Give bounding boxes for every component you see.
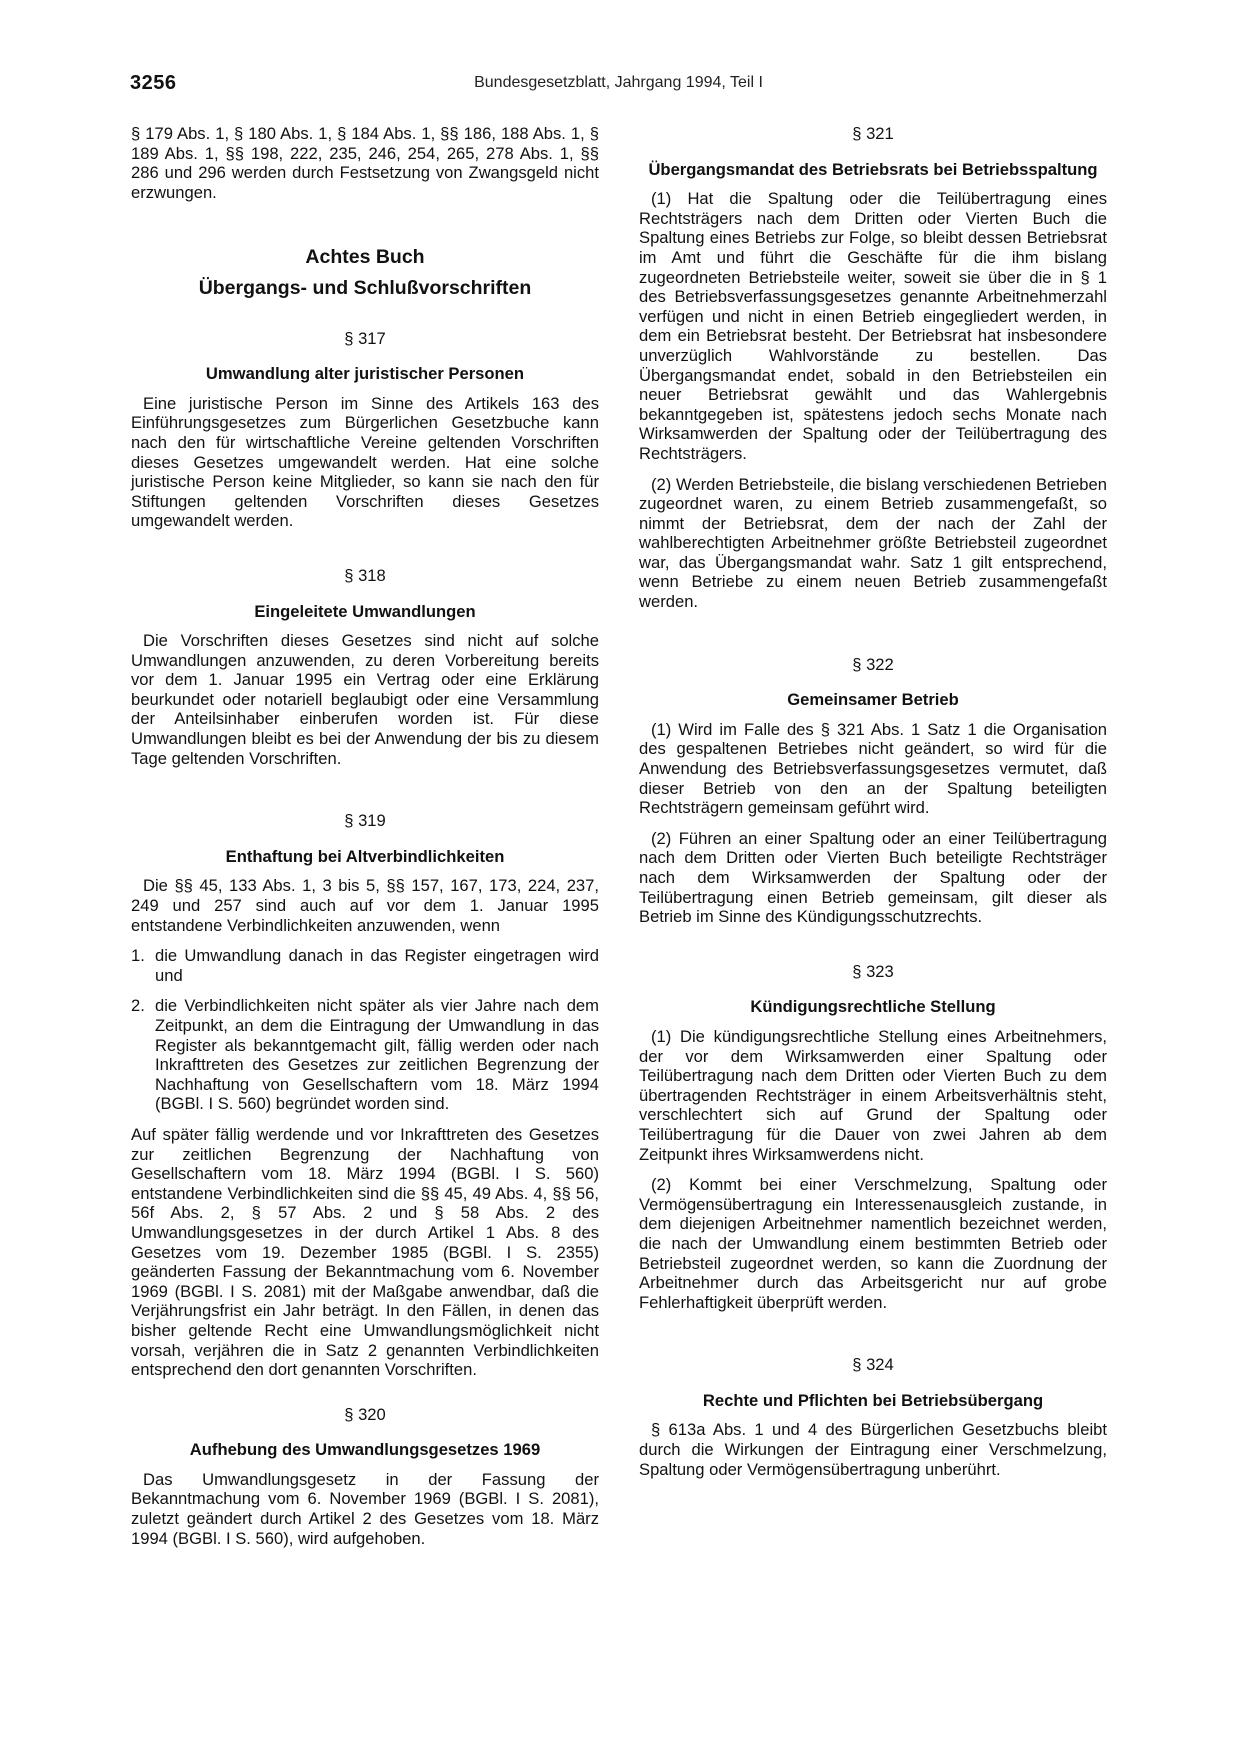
section-318-text: Die Vorschriften dieses Gesetzes sind nicht auf solche Umwandlungen anzuwenden, zu deren Vorbereitung bereits vor dem 1. Januar 1995 ein Vertrag oder eine Erklärung beurkundet oder notariell beglaubigt oder eine Versammlung der Anteilsinhaber einberufen worden ist. Für diese Umwandlungen bleibt es bei der Anwendung der bis zu diesem Tage geltenden Vorschriften. <box>131 631 599 768</box>
section-319-text: Die §§ 45, 133 Abs. 1, 3 bis 5, §§ 157, 167, 173, 224, 237, 249 und 257 sind auch auf vor dem 1. Januar 1995 entstandene Verbindlichkeiten anzuwenden, wenn <box>131 876 599 935</box>
section-320-text: Das Umwandlungsgesetz in der Fassung der Bekanntmachung vom 6. November 1969 (BGBl. I S. 2081), zuletzt geändert durch Artikel 2 des Gesetzes vom 18. März 1994 (BGBl. I S. 560), wird aufgehoben. <box>131 1469 599 1548</box>
section-324-text: § 613a Abs. 1 und 4 des Bürgerlichen Gesetzbuchs bleibt durch die Wirkungen der Eintragung einer Verschmelzung, Spaltung oder Vermögensübertragung unberührt. <box>639 1420 1107 1479</box>
list-item <box>131 946 599 985</box>
section-318-title: Eingeleitete Umwandlungen <box>254 601 476 621</box>
section-321-paragraph-1: (1) Hat die Spaltung oder die Teilübertragung eines Rechtsträgers nach dem Dritten oder Vierten Buch die Spaltung eines Betriebs zur Folge, so bleibt dessen Betriebsrat im Amt und führt die Geschäfte für die ihm bislang zugeordneten Betriebsteile weiter, soweit sie über die in § 1 des Betriebsverfassungsgesetzes genannte Arbeitnehmerzahl verfügen und nicht in einen Betrieb eingegliedert werden, in dem ein Betriebsrat besteht. Der Betriebsrat hat insbesondere unverzüglich Wahlvorstände zu bestellen. Das Übergangsmandat endet, sobald in den Betriebsteilen ein neuer Betriebsrat gewählt und das Wahlergebnis bekanntgegeben ist, spätestens jedoch sechs Monate nach Wirksamwerden der Spaltung oder der Teilübertragung des Rechtsträgers. <box>639 189 1107 463</box>
section-317-number: § 317 <box>344 328 386 348</box>
section-324-title: Rechte und Pflichten bei Betriebsübergang <box>702 1390 1044 1410</box>
right-column <box>639 124 1107 1490</box>
list-item-number: 1. <box>131 946 145 966</box>
section-321-paragraph-2: (2) Werden Betriebsteile, die bislang verschiedenen Betrieben zugeordnet waren, zu einem Betrieb zusammengefaßt, so nimmt der Betriebsrat, dem der nach der Zahl der wahlberechtigten Arbeitnehmer größte Betriebsteil zugeordnet war, das Übergangsmandat wahr. Satz 1 gilt entsprechend, wenn Betriebe zu einem neuen Betrieb zusammengefaßt werden. <box>639 474 1107 612</box>
section-321-title: Übergangsmandat des Betriebsrats bei Betriebsspaltung <box>648 159 1098 179</box>
section-321-number: § 321 <box>852 124 894 143</box>
section-319-text-2: Auf später fällig werdende und vor Inkrafttreten des Gesetzes zur zeitlichen Begrenzung der Nachhaftung von Gesellschaftern vom 18. März 1994 (BGBl. I S. 560) entstandene Verbindlichkeiten sind die §§ 45, 49 Abs. 4, §§ 56, 56f Abs. 2, § 57 Abs. 2 und § 58 Abs. 2 des Umwandlungsgesetzes in der durch Artikel 1 Abs. 8 des Gesetzes vom 19. Dezember 1985 (BGBl. I S. 2355) geänderten Fassung der Bekanntmachung vom 6. November 1969 (BGBl. I S. 2081) mit der Maßgabe anwendbar, daß die Verjährungsfrist ein Jahr beträgt. In den Fällen, in denen das bisher geltende Recht eine Umwandlungsmöglichkeit nicht vorsah, verjähren die in Satz 2 genannten Verbindlichkeiten entsprechend den dort genannten Vorschriften. <box>131 1124 599 1380</box>
list-item-number: 2. <box>131 996 145 1016</box>
section-322-number: § 322 <box>852 654 894 674</box>
section-323-number: § 323 <box>852 961 894 981</box>
section-322-paragraph-1: (1) Wird im Falle des § 321 Abs. 1 Satz 1 die Organisation des gespaltenen Betriebes nicht geändert, so wird für die Anwendung des Betriebsverfassungsgesetzes vermutet, daß dieser Betrieb von den an der Spaltung beteiligten Rechtsträgern gemeinsam geführt wird. <box>639 719 1107 818</box>
section-322-paragraph-2: (2) Führen an einer Spaltung oder an einer Teilübertragung nach dem Dritten oder Vierten Buch beteiligte Rechtsträger nach dem Wirksamwerden der Spaltung oder der Teilübertragung einen Betrieb gemeinsam, gilt dieser als Betrieb im Sinne des Kündigungsschutzrechts. <box>639 828 1107 927</box>
section-320-title: Aufhebung des Umwandlungsgesetzes 1969 <box>189 1440 541 1460</box>
section-324-number: § 324 <box>852 1355 894 1375</box>
list-item-text: die Verbindlichkeiten nicht später als vier Jahre nach dem Zeitpunkt, an dem die Eintragung der Umwandlung in das Register als bekanntgemacht gilt, fällig werden oder nach Inkrafttreten des Gesetzes zur zeitlichen Begrenzung der Nachhaftung von Gesellschaftern vom 18. März 1994 (BGBl. I S. 560) begründet worden sind. <box>155 996 599 1114</box>
list-item <box>131 996 599 1114</box>
section-323-title: Kündigungsrechtliche Stellung <box>750 997 996 1017</box>
left-column <box>131 124 599 1559</box>
book-subtitle: Übergangs- und Schlußvorschriften <box>198 276 532 299</box>
page-number: 3256 <box>130 72 177 94</box>
page-header <box>130 72 1107 96</box>
section-320-number: § 320 <box>344 1404 386 1424</box>
intro-paragraph: § 179 Abs. 1, § 180 Abs. 1, § 184 Abs. 1, §§ 186, 188 Abs. 1, § 189 Abs. 1, §§ 198, 222, 235, 246, 254, 265, 278 Abs. 1, §§ 286 und 296 werden durch Festsetzung von Zwangsgeld nicht erzwungen. <box>131 124 599 202</box>
running-head: Bundesgesetzblatt, Jahrgang 1994, Teil I <box>474 74 763 91</box>
list-item-text: die Umwandlung danach in das Register eingetragen wird und <box>155 946 599 985</box>
section-319-list <box>131 946 599 1114</box>
section-323-paragraph-1: (1) Die kündigungsrechtliche Stellung eines Arbeitnehmers, der vor dem Wirksamwerden einer Spaltung oder Teilübertragung nach dem Dritten oder Vierten Buch zu dem übertragenden Rechtsträger in einem Arbeitsverhältnis steht, verschlechtert sich auf Grund der Spaltung oder Teilübertragung für die Dauer von zwei Jahren ab dem Zeitpunkt ihres Wirksamwerdens nicht. <box>639 1026 1107 1164</box>
section-322-title: Gemeinsamer Betrieb <box>787 690 959 710</box>
section-317-title: Umwandlung alter juristischer Personen <box>205 364 525 384</box>
section-323-paragraph-2: (2) Kommt bei einer Verschmelzung, Spaltung oder Vermögensübertragung ein Interessenausgleich zustande, in dem diejenigen Arbeitnehmer namentlich bezeichnet werden, die nach der Umwandlung einem bestimmten Betrieb oder Betriebsteil zugeordnet werden, so kann die Zuordnung der Arbeitnehmer durch das Arbeitsgericht nur auf grobe Fehlerhaftigkeit überprüft werden. <box>639 1175 1107 1312</box>
section-318-number: § 318 <box>344 565 386 585</box>
section-317-text: Eine juristische Person im Sinne des Artikels 163 des Einführungsgesetzes zum Bürgerlichen Gesetzbuche kann nach den für wirtschaftliche Vereine geltenden Vorschriften dieses Gesetzes umgewandelt werden. Hat eine solche juristische Person keine Mitglieder, so kann sie nach den für Stiftungen geltenden Vorschriften dieses Gesetzes umgewandelt werden. <box>131 393 599 531</box>
section-319-number: § 319 <box>344 811 386 831</box>
section-319-title: Enthaftung bei Altverbindlichkeiten <box>225 846 505 866</box>
book-title: Achtes Buch <box>305 246 425 269</box>
